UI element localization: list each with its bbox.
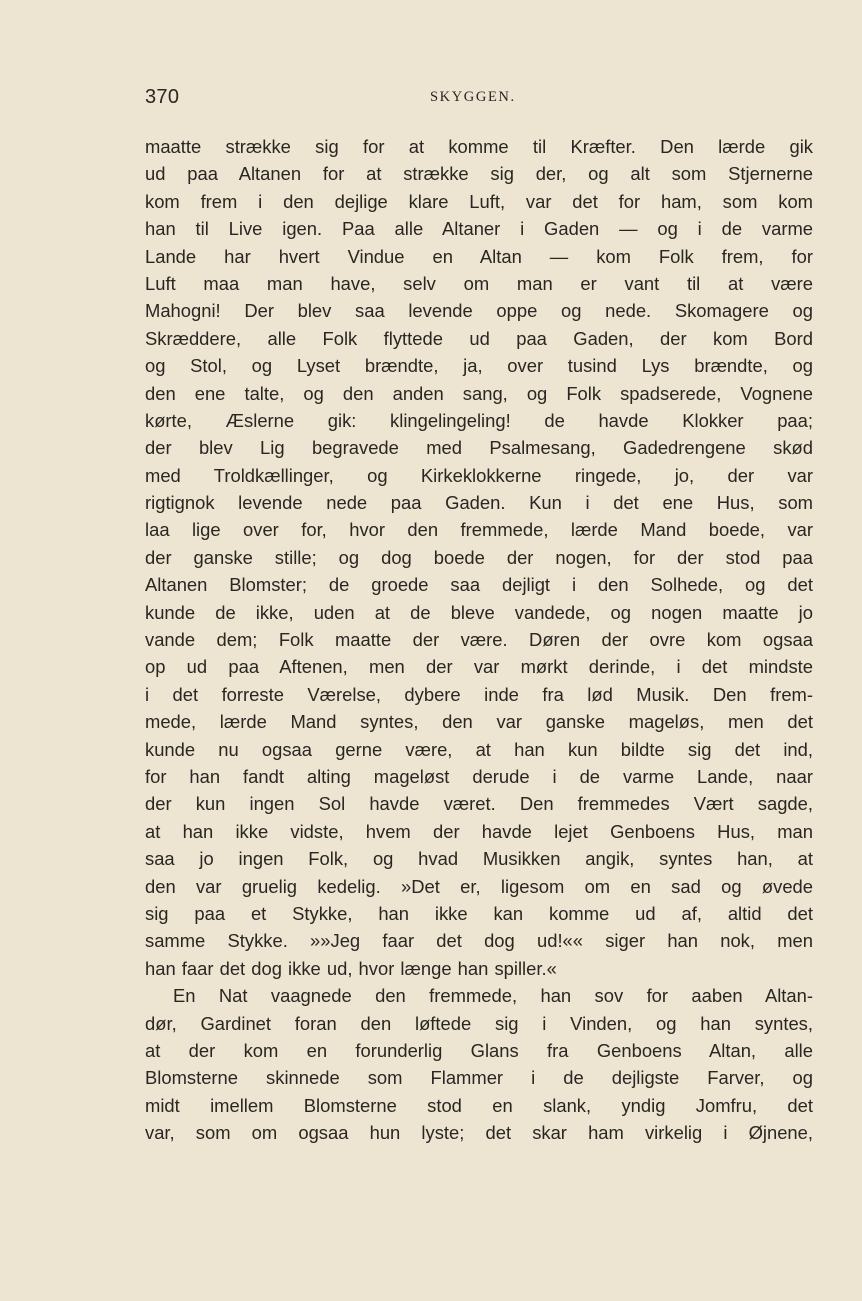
text-line: Lande har hvert Vindue en Altan — kom Folk frem, for xyxy=(145,245,813,267)
text-line: saa jo ingen Folk, og hvad Musikken angik, syntes han, at xyxy=(145,848,813,870)
text-line: vande dem; Folk maatte der være. Døren der ovre kom ogsaa xyxy=(145,629,813,651)
text-line: kunde nu ogsaa gerne være, at han kun bildte sig det ind, xyxy=(145,738,813,760)
paragraph xyxy=(145,982,813,1146)
text-line: laa lige over for, hvor den fremmede, lærde Mand boede, var xyxy=(145,519,813,541)
text-line: kunde de ikke, uden at de bleve vandede, og nogen maatte jo xyxy=(145,601,813,623)
text-line: En Nat vaagnede den fremmede, han sov for aaben Altan- xyxy=(173,985,813,1007)
text-line: der kun ingen Sol havde været. Den fremmedes Vært sagde, xyxy=(145,793,813,815)
text-line: samme Stykke. »»Jeg faar det dog ud!«« siger han nok, men xyxy=(145,930,813,952)
text-line: Luft maa man have, selv om man er vant til at være xyxy=(145,272,813,294)
body-text xyxy=(145,133,813,1146)
running-head: SKYGGEN. xyxy=(430,89,516,105)
text-line: sig paa et Stykke, han ikke kan komme ud af, altid det xyxy=(145,902,813,924)
text-line: Altanen Blomster; de groede saa dejligt i den Solhede, og det xyxy=(145,574,813,596)
paragraph xyxy=(145,133,813,982)
text-line: var, som om ogsaa hun lyste; det skar ham virkelig i Øjnene, xyxy=(145,1122,813,1144)
text-line: den var gruelig kedelig. »Det er, ligesom om en sad og øvede xyxy=(145,875,813,897)
text-line: Blomsterne skinnede som Flammer i de dejligste Farver, og xyxy=(145,1067,813,1089)
page-header xyxy=(145,86,813,114)
text-line: og Stol, og Lyset brændte, ja, over tusind Lys brændte, og xyxy=(145,355,813,377)
text-line: i det forreste Værelse, dybere inde fra lød Musik. Den frem- xyxy=(145,683,813,705)
text-line: op ud paa Aftenen, men der var mørkt derinde, i det mindste xyxy=(145,656,813,678)
text-line: Mahogni! Der blev saa levende oppe og nede. Skomagere og xyxy=(145,300,813,322)
page-number: 370 xyxy=(145,86,180,108)
text-line: maatte strække sig for at komme til Kræfter. Den lærde gik xyxy=(145,136,813,157)
text-line: mede, lærde Mand syntes, den var ganske mageløs, men det xyxy=(145,711,813,733)
text-line: midt imellem Blomsterne stod en slank, yndig Jomfru, det xyxy=(145,1094,813,1116)
text-line: dør, Gardinet foran den løftede sig i Vinden, og han syntes, xyxy=(145,1012,813,1034)
text-line: at han ikke vidste, hvem der havde lejet Genboens Hus, man xyxy=(145,820,813,842)
text-line: han faar det dog ikke ud, hvor længe han spiller.« xyxy=(145,957,557,979)
text-line: ud paa Altanen for at strække sig der, og alt som Stjernerne xyxy=(145,163,813,185)
text-line: med Troldkællinger, og Kirkeklokkerne ringede, jo, der var xyxy=(145,464,813,486)
text-line: rigtignok levende nede paa Gaden. Kun i det ene Hus, som xyxy=(145,492,813,514)
text-line: den ene talte, og den anden sang, og Folk spadserede, Vognene xyxy=(145,382,813,404)
text-line: at der kom en forunderlig Glans fra Genboens Altan, alle xyxy=(145,1039,813,1061)
text-line: han til Live igen. Paa alle Altaner i Gaden — og i de varme xyxy=(145,218,813,240)
text-line: kom frem i den dejlige klare Luft, var det for ham, som kom xyxy=(145,190,813,212)
text-line: kørte, Æslerne gik: klingelingeling! de havde Klokker paa; xyxy=(145,409,813,431)
text-line: der ganske stille; og dog boede der nogen, for der stod paa xyxy=(145,546,813,568)
text-line: Skræddere, alle Folk flyttede ud paa Gaden, der kom Bord xyxy=(145,327,813,349)
text-line: for han fandt alting mageløst derude i de varme Lande, naar xyxy=(145,765,813,787)
text-line: der blev Lig begravede med Psalmesang, Gadedrengene skød xyxy=(145,437,813,459)
